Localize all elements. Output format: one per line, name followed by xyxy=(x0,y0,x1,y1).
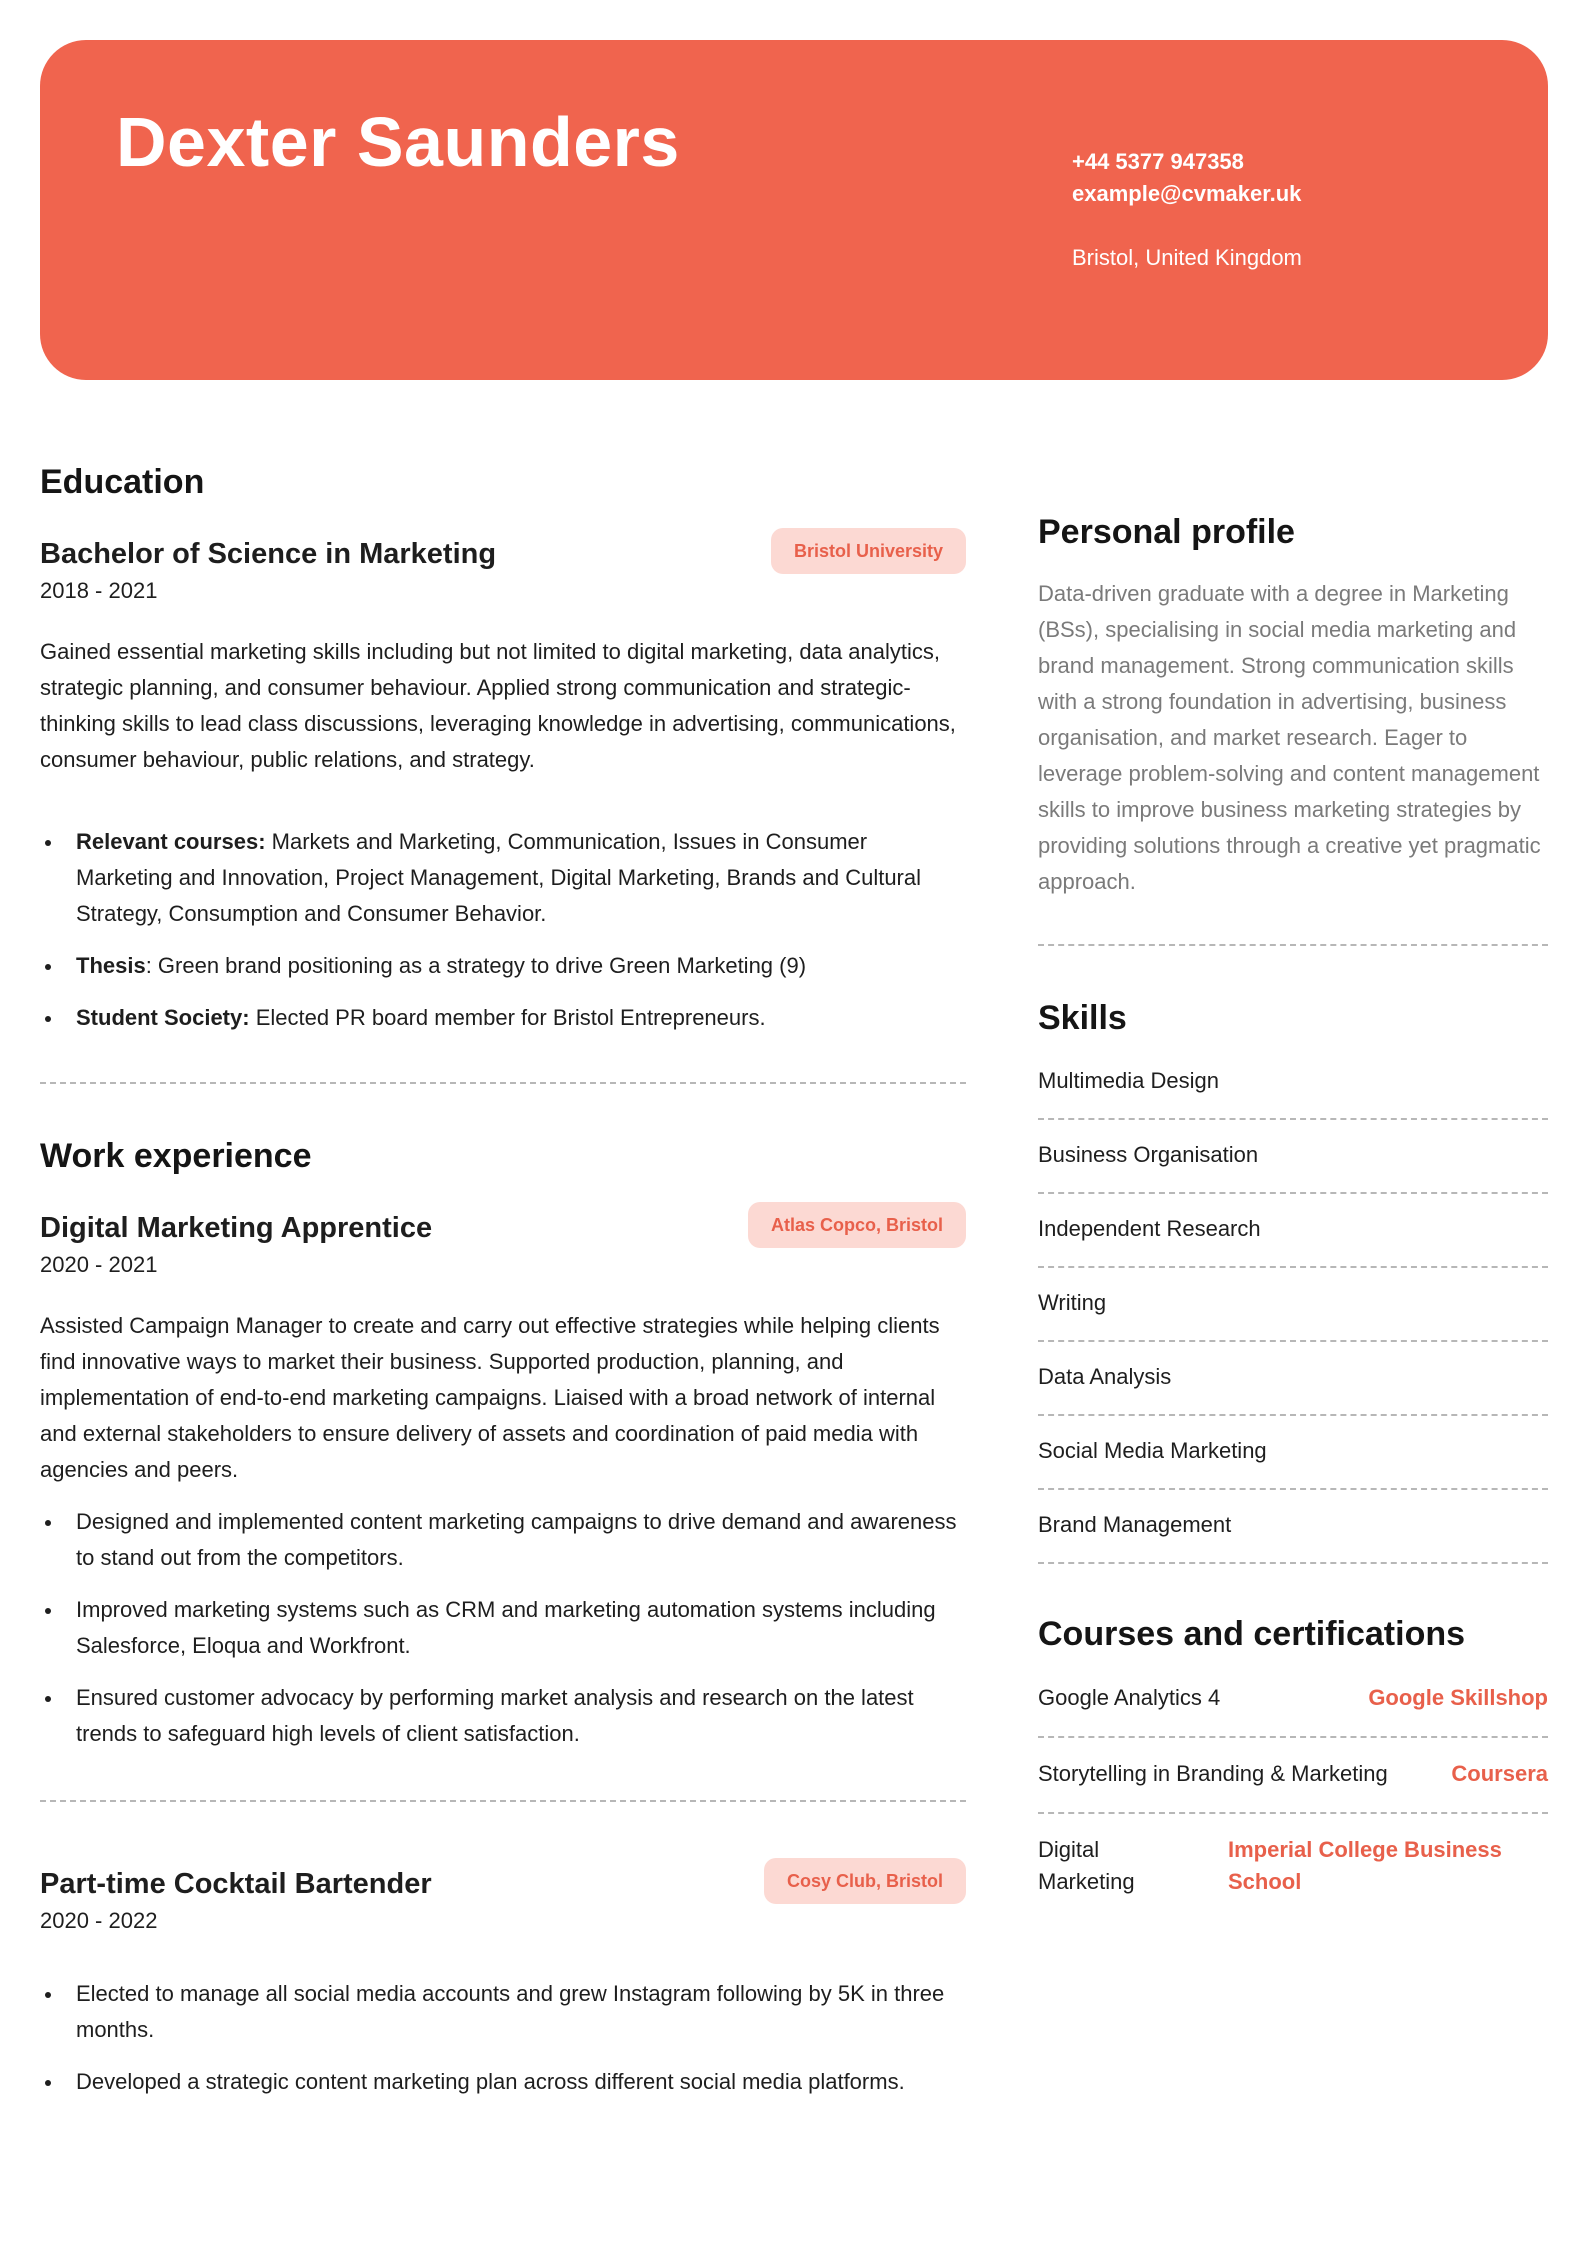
job-bullets xyxy=(40,1504,966,1752)
skill-item: Data Analysis xyxy=(1038,1342,1548,1416)
divider xyxy=(40,1800,966,1802)
bullet-text: Markets and Marketing, Communication, Issues in Consumer Marketing and Innovation, Project Management, Digital Marketing, Brands and Cultural Strategy, Consumption and Consumer Behavior. xyxy=(76,829,922,926)
bullet-label: Student Society: xyxy=(76,1005,250,1030)
list-item: Improved marketing systems such as CRM and marketing automation systems including Salesforce, Eloqua and Workfront. xyxy=(40,1592,966,1664)
course-name: Digital Marketing xyxy=(1038,1837,1135,1894)
job-bullets xyxy=(40,1976,966,2100)
list-item: Ensured customer advocacy by performing market analysis and research on the latest trends to safeguard high levels of client satisfaction. xyxy=(40,1680,966,1752)
job-header xyxy=(40,1210,966,1246)
list-item: Designed and implemented content marketing campaigns to drive demand and awareness to stand out from the competitors. xyxy=(40,1504,966,1576)
skill-item: Multimedia Design xyxy=(1038,1046,1548,1120)
left-column xyxy=(40,462,966,2116)
list-item xyxy=(40,824,966,932)
courses-list xyxy=(1038,1662,1548,1920)
education-description: Gained essential marketing skills including but not limited to digital marketing, data analytics, strategic planning, and consumer behaviour. Applied strong communication and strategic-thinking skills to lead class discussions, leveraging knowledge in advertising, communications, consumer behaviour, public relations, and strategy. xyxy=(40,639,956,772)
course-item xyxy=(1038,1814,1548,1920)
course-provider: Coursera xyxy=(1451,1761,1548,1786)
list-item: Developed a strategic content marketing plan across different social media platforms. xyxy=(40,2064,966,2100)
phone-number[interactable]: +44 5377 947358 xyxy=(1072,149,1244,174)
skill-item: Writing xyxy=(1038,1268,1548,1342)
list-item xyxy=(40,948,966,984)
degree-title: Bachelor of Science in Marketing xyxy=(40,538,497,570)
contact-block xyxy=(1072,146,1302,274)
candidate-name: Dexter Saunders xyxy=(116,103,680,181)
skill-item: Independent Research xyxy=(1038,1194,1548,1268)
employer-badge: Cosy Club, Bristol xyxy=(764,1858,966,1904)
education-entry-header xyxy=(40,536,966,572)
bullet-label: Thesis xyxy=(76,953,146,978)
divider xyxy=(1038,944,1548,946)
email-address[interactable]: example@cvmaker.uk xyxy=(1072,181,1302,206)
course-item xyxy=(1038,1738,1548,1814)
job-title: Part-time Cocktail Bartender xyxy=(40,1868,432,1900)
skill-item: Social Media Marketing xyxy=(1038,1416,1548,1490)
course-item xyxy=(1038,1662,1548,1738)
course-name: Google Analytics 4 xyxy=(1038,1685,1221,1710)
job-header xyxy=(40,1866,966,1902)
job-description: Assisted Campaign Manager to create and carry out effective strategies while helping clients find innovative ways to market their business. Supported production, planning, and implementation of end-to-end marketing campaigns. Liaised with a broad network of internal and external stakeholders to ensure delivery of assets and coordination of paid media with agencies and peers. xyxy=(40,1313,940,1482)
list-item: Elected to manage all social media accounts and grew Instagram following by 5K in three months. xyxy=(40,1976,966,2048)
work-experience-heading: Work experience xyxy=(40,1137,312,1175)
skills-heading: Skills xyxy=(1038,999,1127,1037)
job-dates: 2020 - 2021 xyxy=(40,1252,158,1277)
course-provider: Google Skillshop xyxy=(1368,1685,1548,1710)
personal-profile-heading: Personal profile xyxy=(1038,513,1295,551)
profile-text: Data-driven graduate with a degree in Marketing (BSs), specialising in social media marketing and brand management. Strong communication skills with a strong foundation in advertising, business organisation, and market research. Eager to leverage problem-solving and content management skills to improve business marketing strategies by providing solutions through a creative yet pragmatic approach. xyxy=(1038,581,1541,894)
institution-badge: Bristol University xyxy=(771,528,966,574)
education-heading: Education xyxy=(40,463,205,501)
course-name: Storytelling in Branding & Marketing xyxy=(1038,1761,1388,1786)
right-column xyxy=(1038,512,1548,1920)
location: Bristol, United Kingdom xyxy=(1072,245,1302,270)
list-item xyxy=(40,1000,966,1036)
course-provider: Imperial College Business School xyxy=(1228,1837,1502,1894)
job-dates: 2020 - 2022 xyxy=(40,1908,158,1933)
skill-item: Brand Management xyxy=(1038,1490,1548,1564)
bullet-text: : Green brand positioning as a strategy to drive Green Marketing (9) xyxy=(145,953,807,978)
courses-heading: Courses and certifications xyxy=(1038,1615,1466,1653)
skills-list xyxy=(1038,1046,1548,1564)
education-bullets xyxy=(40,824,966,1036)
bullet-text: Elected PR board member for Bristol Entrepreneurs. xyxy=(249,1005,766,1030)
education-dates: 2018 - 2021 xyxy=(40,578,158,603)
divider xyxy=(40,1082,966,1084)
employer-badge: Atlas Copco, Bristol xyxy=(748,1202,966,1248)
skill-item: Business Organisation xyxy=(1038,1120,1548,1194)
bullet-label: Relevant courses: xyxy=(76,829,266,854)
header-banner xyxy=(40,40,1548,380)
job-title: Digital Marketing Apprentice xyxy=(40,1212,433,1244)
